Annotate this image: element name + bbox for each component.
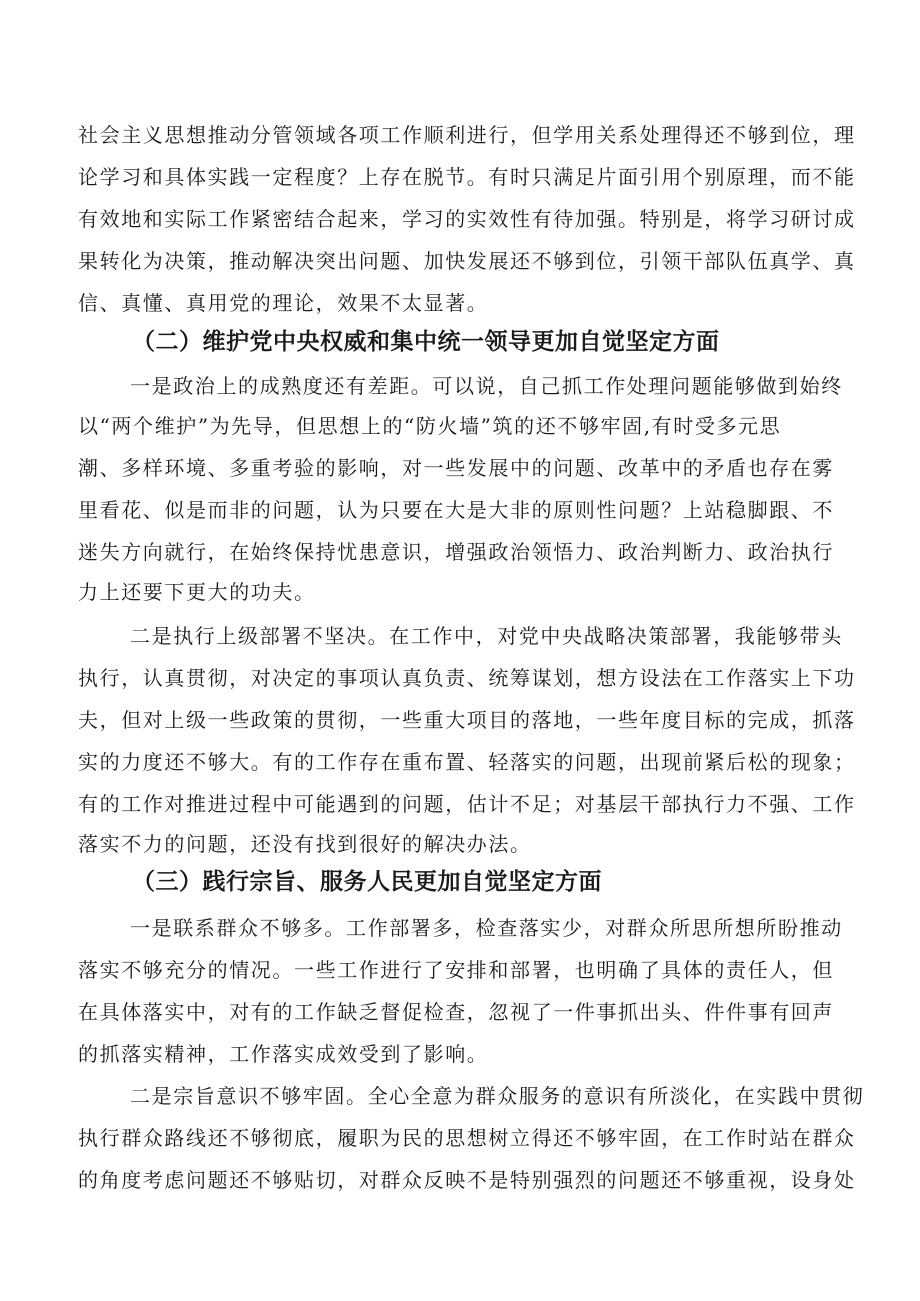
paragraph-4-line-4: 的抓落实精神，工作落实成效受到了影响。 [78, 1042, 489, 1066]
paragraph-4-line-2: 落实不够充分的情况。一些工作进行了安排和部署，也明确了具体的责任人，但 [78, 958, 834, 982]
paragraph-1-line-2: 论学习和具体实践一定程度？上存在脱节。有时只满足片面引用个别原理，而不能 [78, 165, 856, 189]
paragraph-1-line-3: 有效地和实际工作紧密结合起来，学习的实效性有待加强。特别是，将学习研讨成 [78, 207, 856, 231]
paragraph-2-line-5: 迷失方向就行，在始终保持忧患意识，增强政治领悟力、政治判断力、政治执行 [78, 540, 834, 564]
paragraph-2-line-4: 里看花、似是而非的问题，认为只要在大是大非的原则性问题？上站稳脚跟、不 [78, 498, 834, 522]
paragraph-3-line-3: 夫，但对上级一些政策的贯彻，一些重大项目的落地，一些年度目标的完成，抓落 [78, 708, 856, 732]
paragraph-3-line-1: 二是执行上级部署不坚决。在工作中，对党中央战略决策部署，我能够带头 [130, 624, 843, 648]
paragraph-1-line-5: 信、真懂、真用党的理论，效果不太显著。 [78, 291, 489, 315]
paragraph-4-line-3: 在具体落实中，对有的工作缺乏督促检查，忽视了一件事抓出头、件件事有回声 [78, 1000, 834, 1024]
paragraph-3-line-6: 落实不力的问题，还没有找到很好的解决办法。 [78, 832, 532, 856]
paragraph-5-line-1: 二是宗旨意识不够牢固。全心全意为群众服务的意识有所淡化，在实践中贯彻 [130, 1084, 865, 1108]
paragraph-3-line-2: 执行，认真贯彻，对决定的事项认真负责、统筹谋划，想方设法在工作落实上下功 [78, 666, 856, 690]
paragraph-1-line-1: 社会主义思想推动分管领域各项工作顺利进行，但学用关系处理得还不够到位，理 [78, 123, 856, 147]
paragraph-3-line-5: 有的工作对推进过程中可能遇到的问题，估计不足；对基层干部执行力不强、工作 [78, 792, 856, 816]
section-heading-3: （三）践行宗旨、服务人民更加自觉坚定方面 [132, 869, 602, 895]
paragraph-3-line-4: 实的力度还不够大。有的工作存在重布置、轻落实的问题，出现前紧后松的现象； [78, 750, 856, 774]
section-heading-2: （二）维护党中央权威和集中统一领导更加自觉坚定方面 [132, 329, 720, 355]
paragraph-5-line-2: 执行群众路线还不够彻底，履职为民的思想树立得还不够牢固，在工作时站在群众 [78, 1126, 856, 1150]
paragraph-1-line-4: 果转化为决策，推动解决突出问题、加快发展还不够到位，引领干部队伍真学、真 [78, 249, 856, 273]
paragraph-2-line-1: 一是政治上的成熟度还有差距。可以说，自己抓工作处理问题能够做到始终 [130, 374, 843, 398]
paragraph-5-line-3: 的角度考虑问题还不够贴切，对群众反映不是特别强烈的问题还不够重视，设身处 [78, 1168, 856, 1192]
paragraph-2-line-3: 潮、多样环境、多重考验的影响，对一些发展中的问题、改革中的矛盾也存在雾 [78, 456, 834, 480]
paragraph-4-line-1: 一是联系群众不够多。工作部署多，检查落实少，对群众所思所想所盼推动 [130, 916, 843, 940]
paragraph-2-line-2: 以“两个维护”为先导，但思想上的“防火墙”筑的还不够牢固,有时受多元思 [78, 414, 782, 438]
paragraph-2-line-6: 力上还要下更大的功夫。 [78, 580, 316, 604]
